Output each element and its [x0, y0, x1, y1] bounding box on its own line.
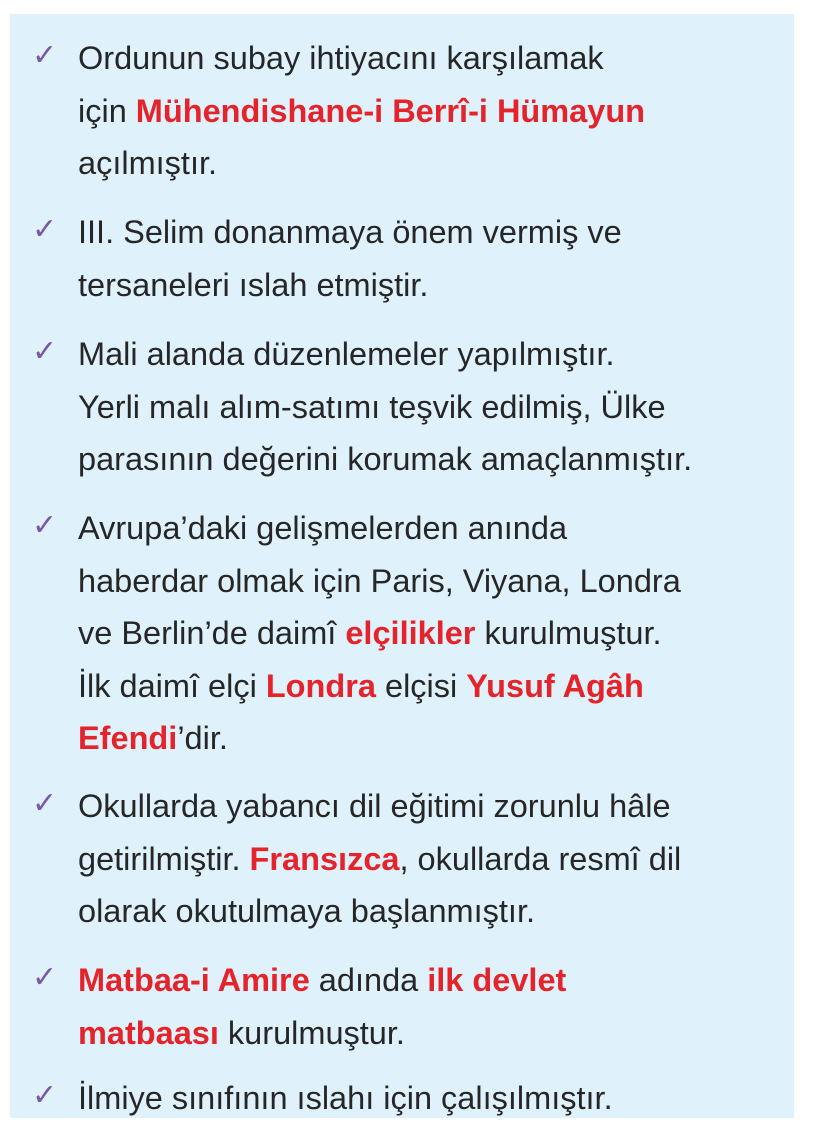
text-line: [78, 137, 794, 190]
text-line: [78, 502, 794, 555]
checkmark-icon: ✓: [32, 38, 58, 73]
text-line: [78, 712, 794, 765]
text-line: [78, 885, 794, 938]
text-segment: için: [78, 92, 136, 129]
text-segment: İlmiye sınıfının ıslahı için çalışılmıştır.: [78, 1080, 613, 1116]
text-segment: , okullarda resmî dil: [399, 840, 682, 877]
text-line: [78, 32, 794, 85]
highlighted-term: Yusuf Agâh: [466, 667, 644, 704]
highlighted-term: Mühendishane-i Berrî-i Hümayun: [135, 92, 646, 129]
text-segment: İlk daimî elçi: [78, 667, 266, 704]
text-line: [78, 607, 794, 660]
text-segment: ’dir.: [177, 720, 228, 756]
list-item-text: [78, 780, 794, 938]
highlighted-term: Londra: [265, 667, 376, 704]
text-segment: Okullarda yabancı dil eğitimi zorunlu hâle: [78, 788, 671, 824]
list-item-text: [78, 954, 794, 1059]
text-segment: adında: [309, 962, 428, 998]
text-line: [78, 1072, 794, 1125]
list-item-text: [78, 1072, 794, 1125]
text-segment: kurulmuştur.: [218, 1014, 405, 1051]
text-line: [78, 780, 794, 833]
highlighted-term: Matbaa-i Amire: [78, 962, 310, 998]
text-line: [78, 328, 794, 381]
checkmark-icon: ✓: [32, 1078, 58, 1113]
text-line: [78, 555, 794, 608]
highlighted-term: Efendi: [78, 720, 178, 756]
text-segment: III. Selim donanmaya önem vermiş ve: [78, 214, 622, 250]
text-segment: parasının değerini korumak amaçlanmıştır.: [78, 441, 693, 477]
text-line: [78, 954, 794, 1007]
text-line: [78, 660, 794, 713]
text-segment: Mali alanda düzenlemeler yapılmıştır.: [78, 336, 615, 372]
list-item-text: [78, 32, 794, 190]
highlighted-term: Fransızca: [249, 840, 400, 877]
text-segment: ve Berlin’de daimî: [78, 615, 346, 651]
checkmark-icon: ✓: [32, 508, 58, 543]
text-segment: olarak okutulmaya başlanmıştır.: [78, 893, 536, 929]
checkmark-icon: ✓: [32, 212, 58, 247]
highlighted-term: ilk devlet: [427, 962, 567, 998]
checkmark-icon: ✓: [32, 786, 58, 821]
list-item-text: [78, 502, 794, 765]
text-segment: getirilmiştir.: [78, 840, 250, 877]
text-segment: Avrupa’daki gelişmelerden anında: [78, 510, 568, 546]
content-panel: [10, 14, 794, 1118]
text-line: [78, 1007, 794, 1060]
text-line: [78, 381, 794, 434]
list-item-text: [78, 328, 794, 486]
text-segment: açılmıştır.: [78, 145, 218, 181]
highlighted-term: matbaası: [78, 1014, 219, 1051]
text-segment: tersaneleri ıslah etmiştir.: [78, 266, 429, 303]
checkmark-icon: ✓: [32, 960, 58, 995]
text-segment: kurulmuştur.: [475, 615, 662, 651]
text-segment: haberdar olmak için Paris, Viyana, Londra: [78, 562, 681, 599]
checkmark-icon: ✓: [32, 334, 58, 369]
highlighted-term: elçilikler: [345, 615, 476, 651]
text-line: [78, 259, 794, 312]
text-segment: Yerli malı alım-satımı teşvik edilmiş, Ülke: [78, 388, 666, 425]
text-line: [78, 833, 794, 886]
text-line: [78, 433, 794, 486]
list-item-text: [78, 206, 794, 311]
text-segment: Ordunun subay ihtiyacını karşılamak: [78, 40, 604, 76]
text-line: [78, 85, 794, 138]
text-line: [78, 206, 794, 259]
text-segment: elçisi: [375, 667, 467, 704]
